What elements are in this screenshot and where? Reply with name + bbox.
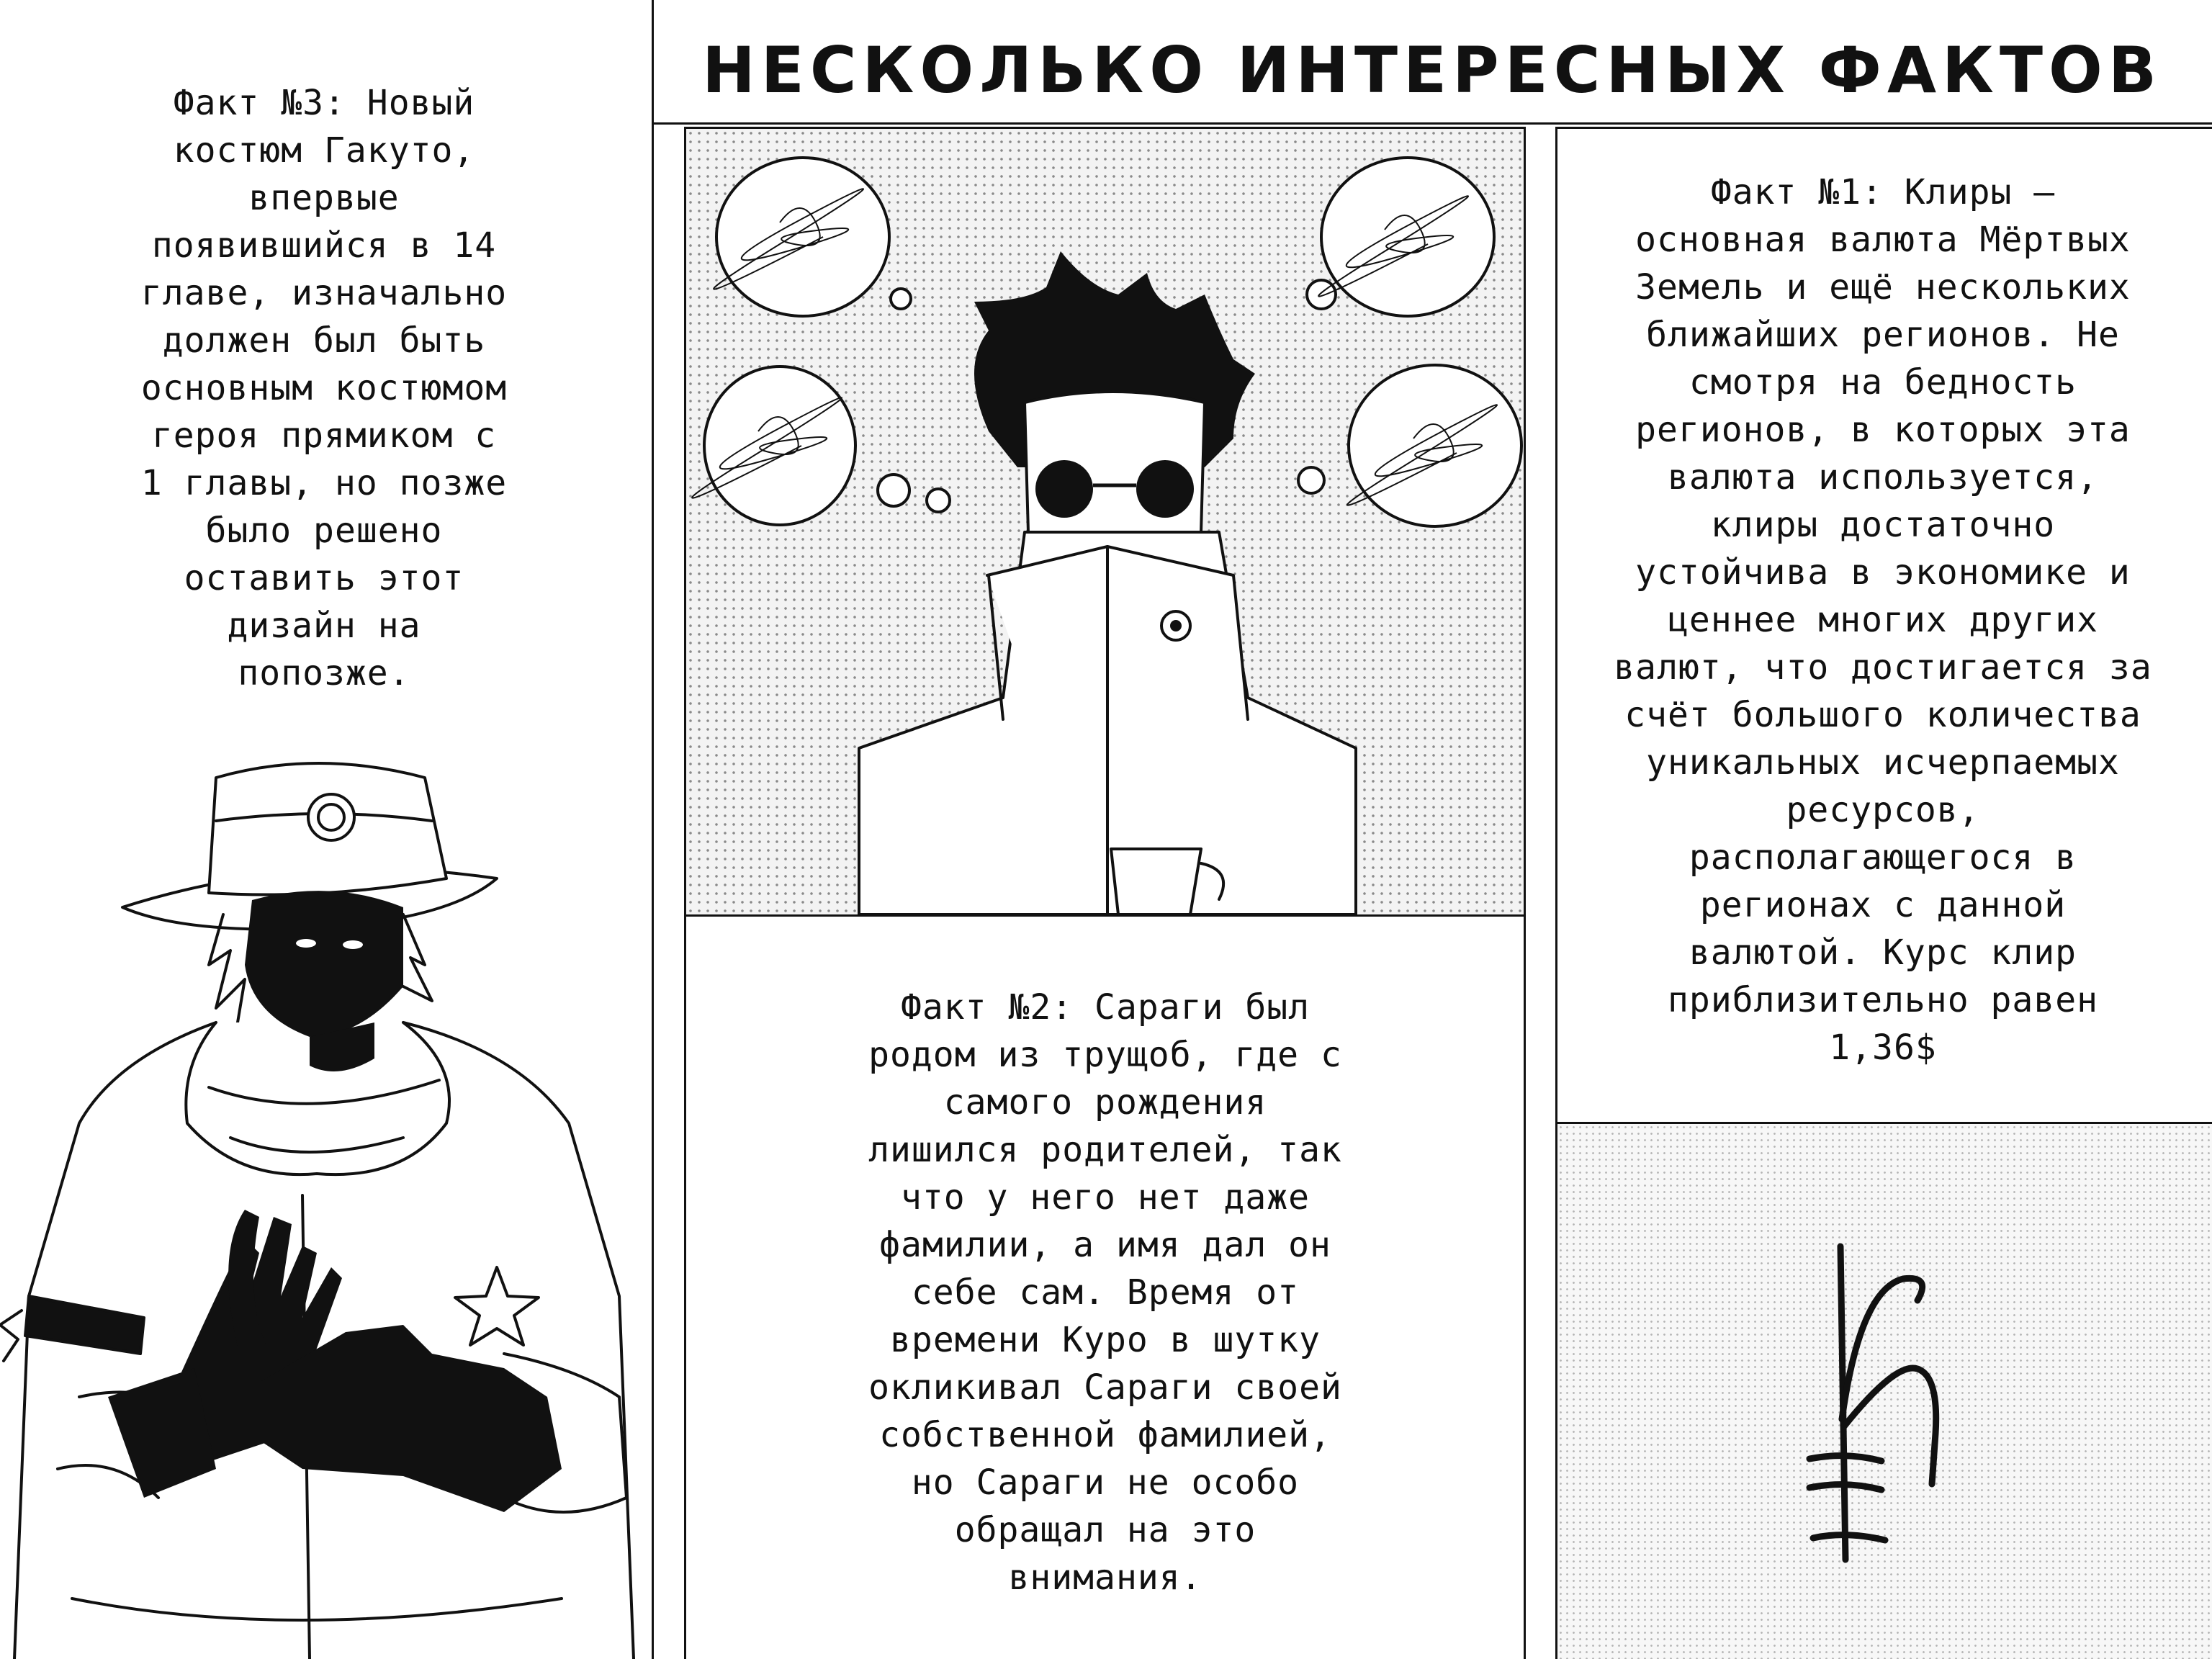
fact-2-text: Факт №2: Сараги был родом из трущоб, где с самого рождения лишился родителей, так что у него нет даже фамилии, а имя дал он себе сам. Время от времени Куро в шутку окликивал Сараги своей собственной фамилией, но Сараги не особо обращал на это внимания. [868,987,1342,1598]
saragi-panel [686,129,1524,914]
gakuto-figure-art [0,749,652,1659]
fact-1-text: Факт №1: Клиры – основная валюта Мёртвых Земель и ещё нескольких ближайших регионов. Не смотря на бедность регионов, в которых эта валюта используется, клиры достаточно устойчива в экономике и ценнее многих других валют, что достигается за счёт большого количества уникальных исчерпаемых ресурсов, располагающегося в регионах с данной валютой. Курс клир приблизительно равен 1,36$ [1614,172,2152,1068]
saragi-figure-art [686,129,1524,914]
panel-fact1-top [1555,127,2212,129]
page-title: НЕСКОЛЬКО ИНТЕРЕСНЫХ ФАКТОВ [702,32,2162,107]
title-underline [652,122,2212,125]
clear-currency-symbol-art [1557,1124,2212,1659]
gakuto-illustration [0,749,652,1659]
currency-panel [1557,1124,2212,1659]
divider-left-outer [652,0,654,1659]
divider-right-inner [1524,127,1526,1659]
fact-3-text: Факт №3: Новый костюм Гакуто, впервые появившийся в 14 главе, изначально должен был быть основным костюмом героя прямиком с 1 главы, но позже было решено оставить этот дизайн на попозже. [140,83,508,693]
